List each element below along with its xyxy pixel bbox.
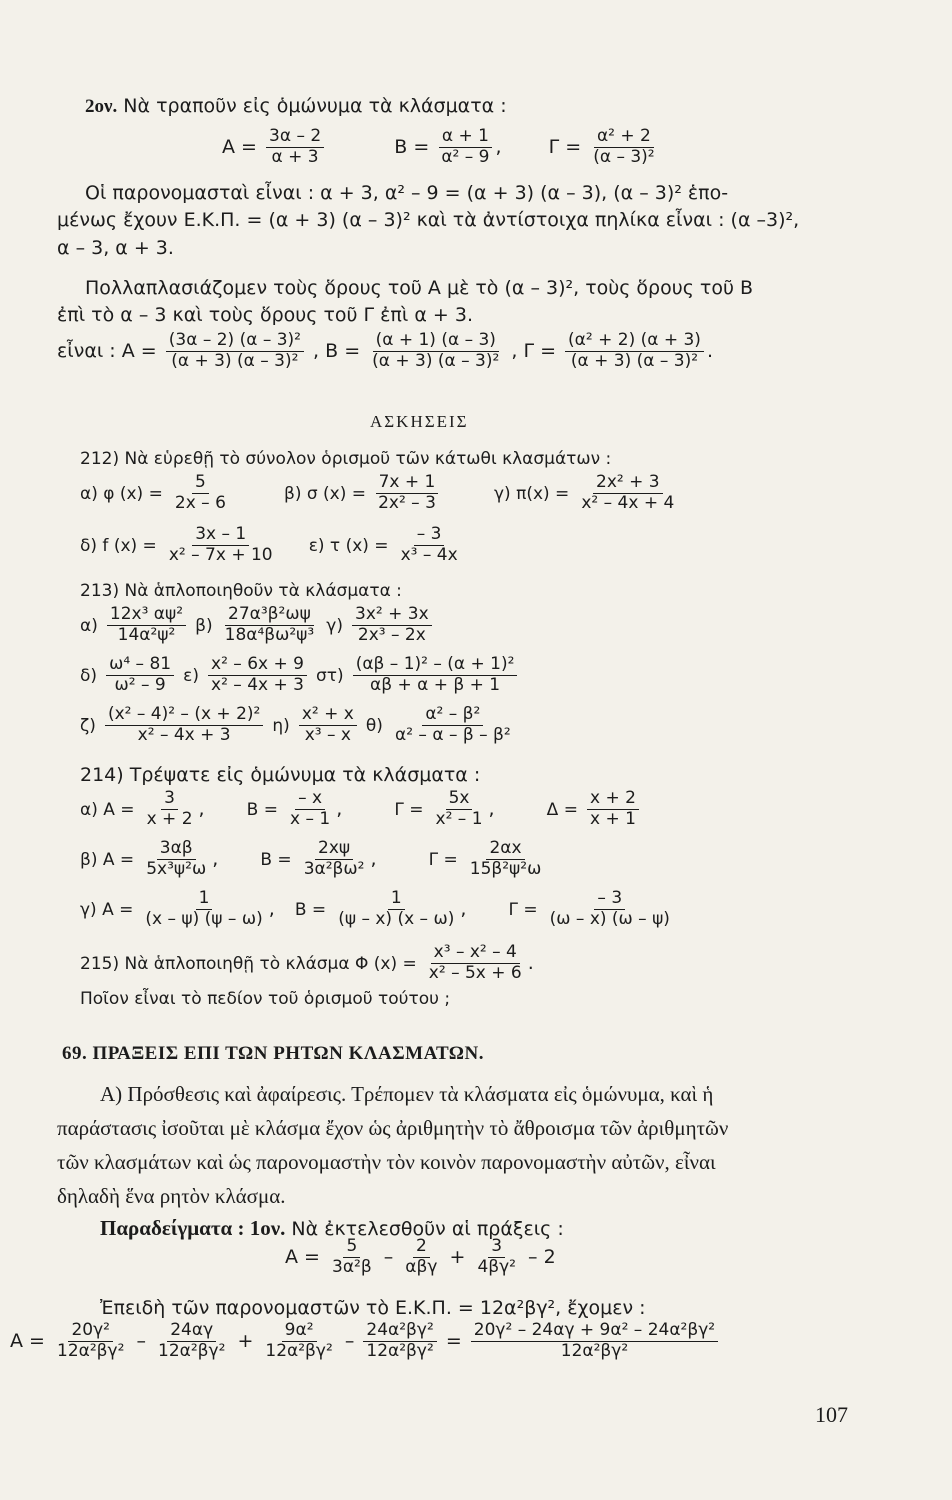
exercises-title: ΑΣΚΗΣΕΙΣ [370,412,469,431]
text-line: α – 3, α + 3. [57,237,174,259]
fraction-212b: $\frac{7x + 1}{\text{2x² – 3}}$ [375,474,439,513]
exercise-212-stem: 212) Νὰ εὑρεθῇ τὸ σύνολον ὁρισμοῦ τῶν κάτωθι κλασμάτων : [80,449,612,469]
fraction-A: $\frac{3\alpha - 2}{\alpha + 3}$ [266,128,324,167]
result-fractions: εἶναι : A = $\frac{\text{(3α – 2) (α – 3)²}}{\text{(α + 3) (α – 3)²}}$ , B = $\frac{(\alpha + 1) (\alpha - 3)}{\text{(α + 3) (α – 3)²}}$ , Γ = $\frac{\text{(α² + 2) (α + 3)}}{\text{(α + 3) (α – 3)²}}$ . [57,330,713,371]
fraction-G: $\frac{\text{α² + 2}}{\text{(α – 3)²}}$ [593,126,655,167]
fraction-212a: $\frac{5}{2x - 6}$ [174,472,226,513]
section-69-para: Α) Πρόσθεσις καὶ ἀφαίρεσις. Τρέπομεν τὰ κλάσματα εἰς ὁμώνυμα, καὶ ἡ [100,1082,714,1106]
text-line: ἐπὶ τὸ α – 3 καὶ τοὺς ὅρους τοῦ Γ ἐπὶ α + 3. [57,304,473,326]
exercise-214-row-c: γ) A = $\frac{1}{(x - \psi) (\psi - \omega)}$ , B = $\frac{1}{(\psi - x) (x - \omega)}$ , Γ = $\frac{- 3}{(\omega - x) (\omega - \psi)}$ [80,888,670,929]
fraction-result-A: $\frac{\text{(3α – 2) (α – 3)²}}{\text{(α + 3) (α – 3)²}}$ [166,332,304,371]
exercise-212-row2: δ) f (x) = $\frac{3x - 1}{\text{x² – 7x + 10}}$ ε) τ (x) = $\frac{- 3}{\text{x³ – 4x}}$ [80,526,464,565]
fraction-212c: $\frac{\text{2x² + 3}}{\text{x² – 4x + 4}}$ [581,472,675,513]
exercise-213-row1: α) $\frac{\text{12x³ αψ²}}{\text{14α²ψ²}}$ β) $\frac{\text{27α³β²ωψ}}{\text{18α⁴βω²ψ³}}$ γ) $\frac{\text{3x² + 3x}}{\text{2x³ – 2x}}$ [80,606,435,645]
exercise-214-row-a: α) A = $\frac{3}{x + 2}$ , B = $\frac{- x}{x - 1}$ , Γ = $\frac{5x}{\text{x² – 1}}$ , Δ = $\frac{x + 2}{x + 1}$ [80,790,642,829]
exercise-215: 215) Νὰ ἁπλοποιηθῇ τὸ κλάσμα Φ (x) = $\frac{\text{x³ – x² – 4}}{\text{x² – 5x + 6}}$ . [80,942,534,983]
page-number: 107 [815,1402,848,1427]
exercise-213-row2: δ) $\frac{\text{ω⁴ – 81}}{\text{ω² – 9}}$ ε) $\frac{\text{x² – 6x + 9}}{\text{x² – 4x + 3}}$ στ) $\frac{\text{(αβ – 1)² – (α + 1)²}}{\alpha\beta + \alpha + \beta + 1}$ [80,656,520,695]
fraction-row-abg: A = $\frac{3\alpha - 2}{\alpha + 3}$ B = $\frac{\alpha + 1}{\text{α² – 9}}$ , Γ = $\frac{\text{α² + 2}}{\text{(α – 3)²}}$ [222,128,661,167]
fraction-212d: $\frac{3x - 1}{\text{x² – 7x + 10}}$ [168,524,273,565]
fraction-B: $\frac{\alpha + 1}{\text{α² – 9}}$ [438,128,492,167]
G-label: Γ = [548,135,582,158]
text-line: Οἱ παρονομασταὶ εἶναι : α + 3, α² – 9 = (α + 3) (α – 3), (α – 3)² ἑπο- [85,182,729,204]
equation-1: A = $\frac{5}{\text{3α²β}}$ – $\frac{2}{\text{αβγ}}$ + $\frac{3}{\text{4βγ²}}$ – 2 [285,1236,556,1277]
exercise-214-row-b: β) A = $\frac{3\alpha\beta}{\text{5x³ψ²ω}}$ , B = $\frac{2x\psi}{\text{3α²βω²}}$ , Γ = $\frac{2\alpha x}{\text{15β²ψ²ω}}$ [80,838,542,879]
fraction-result-B: $\frac{(\alpha + 1) (\alpha - 3)}{\text{(α + 3) (α – 3)²}}$ [372,330,500,371]
examples-intro: Παραδείγματα : 1ον. Νὰ ἐκτελεσθοῦν αἱ πράξεις : [100,1216,564,1240]
text-line: Πολλαπλασιάζομεν τοὺς ὅρους τοῦ A μὲ τὸ (α – 3)², τοὺς ὅρους τοῦ B [85,277,754,299]
exercise-212-row1: α) φ (x) = $\frac{5}{2x - 6}$ β) σ (x) = $\frac{7x + 1}{\text{2x² – 3}}$ γ) π(x) = $\frac{\text{2x² + 3}}{\text{x² – 4x + 4}}$ [80,474,680,513]
text-line: μένως ἔχουν Ε.Κ.Π. = (α + 3) (α – 3)² καὶ τὰ ἀντίστοιχα πηλίκα εἶναι : (α –3)², [57,209,800,231]
B-label: B = [394,135,430,158]
exercise-214-stem: 214) Τρέψατε εἰς ὁμώνυμα τὰ κλάσματα : [80,764,481,786]
section-69-para: τῶν κλασμάτων καὶ ὡς παρονομαστὴν τὸν κοινὸν παρονομαστὴν αὐτῶν, εἶναι [57,1150,716,1174]
section-69-para: δηλαδὴ ἕνα ρητὸν κλάσμα. [57,1184,286,1208]
fraction-212e: $\frac{- 3}{\text{x³ – 4x}}$ [400,524,458,565]
A-label: A = [222,135,257,158]
example-2-intro [85,96,507,118]
exercise-215-question: Ποῖον εἶναι τὸ πεδίον τοῦ ὁρισμοῦ τούτου ; [80,989,451,1009]
example-intro: Νὰ τραποῦν εἰς ὁμώνυμα τὰ κλάσματα : [123,95,507,117]
exercise-213-stem: 213) Νὰ ἁπλοποιηθοῦν τὰ κλάσματα : [80,581,402,601]
equation-2: A = $\frac{\text{20γ²}}{\text{12α²βγ²}}$ – $\frac{24\alpha\gamma}{\text{12α²βγ²}}$ + $\frac{\text{9α²}}{\text{12α²βγ²}}$ – $\frac{\text{24α²βγ²}}{\text{12α²βγ²}}$ = $\frac{\text{20γ² – 24αγ + 9α² – 24α²βγ²}}{\text{12α²βγ²}}$ [10,1322,721,1361]
exercise-213-row3: ζ) $\frac{\text{(x² – 4)² – (x + 2)²}}{\text{x² – 4x + 3}}$ η) $\frac{\text{x² + x}}{\text{x³ – x}}$ θ) $\frac{\text{α² – β²}}{\text{α² – α – β – β²}}$ [80,704,511,745]
section-69-para: παράστασις ἰσοῦται μὲ κλάσμα ἔχον ὡς ἀριθμητὴν τὸ ἄθροισμα τῶν ἀριθμητῶν [57,1116,729,1140]
section-69-title: 69. ΠΡΑΞΕΙΣ ΕΠΙ ΤΩΝ ΡΗΤΩΝ ΚΛΑΣΜΑΤΩΝ. [62,1043,484,1064]
fraction-result-G: $\frac{\text{(α² + 2) (α + 3)}}{\text{(α + 3) (α – 3)²}}$ [565,332,704,371]
since-line: Ἐπειδὴ τῶν παρονομαστῶν τὸ Ε.Κ.Π. = 12α²βγ², ἔχομεν : [100,1297,646,1319]
example-heading: 2ον. [85,96,118,117]
